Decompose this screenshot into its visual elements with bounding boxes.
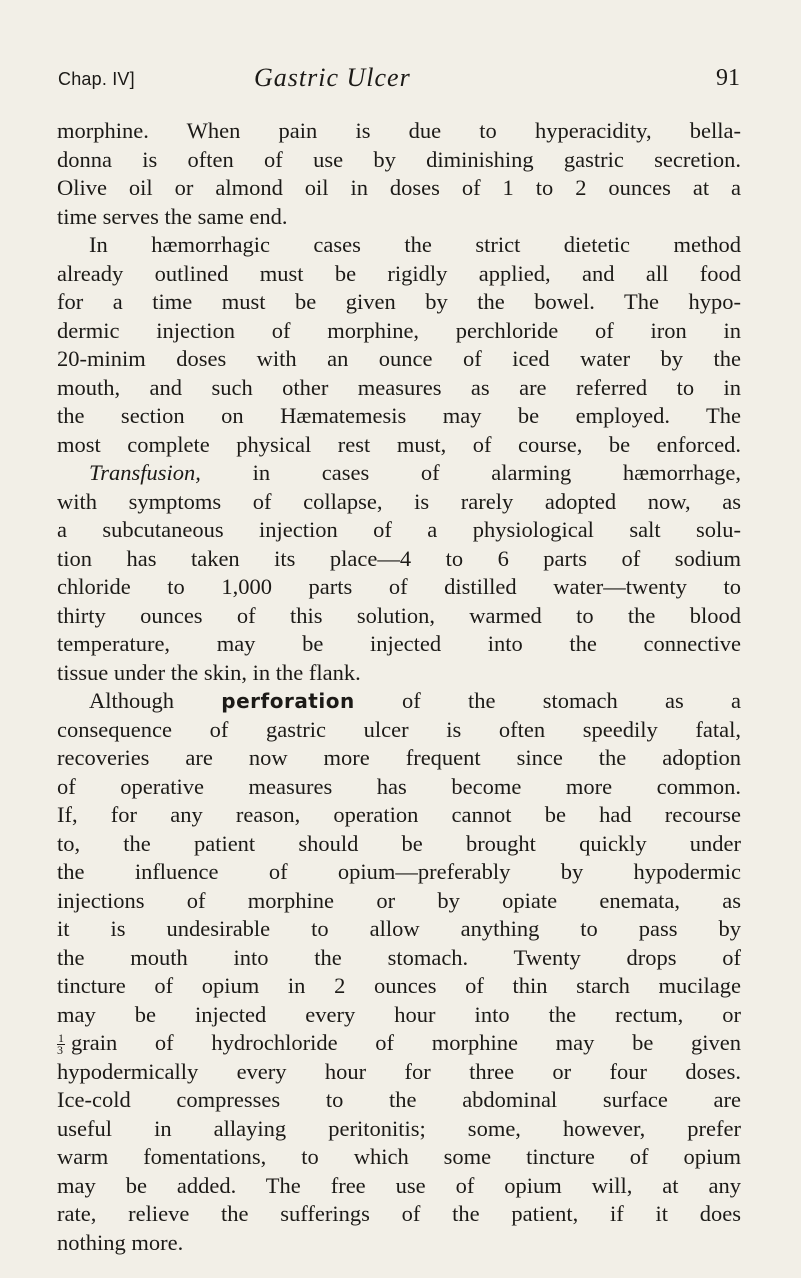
text-line: In hæmorrhagic cases the strict dietetic method bbox=[89, 232, 741, 257]
page-header bbox=[58, 63, 740, 102]
fraction-numerator: 1 bbox=[58, 1031, 64, 1046]
text-line: the section on Hæmatemesis may be employed. The bbox=[57, 403, 741, 428]
text-line: it is undesirable to allow anything to pass by bbox=[57, 916, 741, 941]
text-line: with symptoms of collapse, is rarely adopted now, as bbox=[57, 488, 741, 514]
text-line: 20-minim doses with an ounce of iced water by the bbox=[57, 346, 741, 371]
bold-term-perforation: perforation bbox=[221, 689, 355, 713]
text-line: the influence of opium—preferably by hypodermic bbox=[57, 859, 741, 884]
text-line: most complete physical rest must, of course, be enforced. bbox=[57, 431, 741, 457]
text-line: tion has taken its place—4 to 6 parts of sodium bbox=[57, 545, 741, 571]
line-text: Although bbox=[89, 688, 222, 713]
text-line: morphine. When pain is due to hyperacidity, bella- bbox=[57, 118, 741, 143]
text-line bbox=[57, 687, 741, 716]
text-line: recoveries are now more frequent since the adoption bbox=[57, 745, 741, 770]
text-line: hypodermically every hour for three or four doses. bbox=[57, 1058, 741, 1084]
text-line: to, the patient should be brought quickly under bbox=[57, 830, 741, 856]
fraction-one-third bbox=[57, 1033, 65, 1056]
text-line bbox=[57, 459, 741, 488]
text-line: useful in allaying peritonitis; some, however, prefer bbox=[57, 1115, 741, 1141]
text-line: of operative measures has become more common. bbox=[57, 773, 741, 799]
text-line: mouth, and such other measures as are referred to in bbox=[57, 374, 741, 400]
page-number: 91 bbox=[716, 65, 740, 91]
text-line: already outlined must be rigidly applied, and all food bbox=[57, 260, 741, 286]
text-line: consequence of gastric ulcer is often speedily fatal, bbox=[57, 716, 741, 742]
text-line bbox=[57, 1029, 741, 1058]
text-line: a subcutaneous injection of a physiological salt solu- bbox=[57, 517, 741, 542]
text-line: thirty ounces of this solution, warmed to the blood bbox=[57, 602, 741, 628]
text-line: warm fomentations, to which some tincture of opium bbox=[57, 1144, 741, 1169]
text-line: dermic injection of morphine, perchloride of iron in bbox=[57, 317, 741, 343]
line-text: of the stomach as a bbox=[354, 688, 741, 713]
text-line: time serves the same end. bbox=[57, 203, 288, 229]
line-text: in cases of alarming hæmorrhage, bbox=[200, 460, 741, 485]
text-line: Ice-cold compresses to the abdominal surface are bbox=[57, 1087, 741, 1112]
text-line: the mouth into the stomach. Twenty drops of bbox=[57, 944, 741, 970]
text-line: chloride to 1,000 parts of distilled water—twenty to bbox=[57, 574, 741, 599]
fraction-denominator: 3 bbox=[57, 1043, 63, 1058]
text-line: tissue under the skin, in the flank. bbox=[57, 659, 361, 685]
text-line: Olive oil or almond oil in doses of 1 to 2 ounces at a bbox=[57, 175, 741, 200]
text-line: temperature, may be injected into the connective bbox=[57, 631, 741, 656]
text-line: tincture of opium in 2 ounces of thin starch mucilage bbox=[57, 973, 741, 998]
text-line: injections of morphine or by opiate enemata, as bbox=[57, 887, 741, 913]
line-text: grain of hydrochloride of morphine may be given bbox=[71, 1030, 741, 1055]
text-line: rate, relieve the sufferings of the patient, if it does bbox=[57, 1201, 741, 1226]
text-line: If, for any reason, operation cannot be had recourse bbox=[57, 802, 741, 827]
text-line: donna is often of use by diminishing gastric secretion. bbox=[57, 146, 741, 172]
text-line: nothing more. bbox=[57, 1229, 184, 1255]
body-text bbox=[57, 117, 741, 1257]
italic-term-transfusion: Transfusion, bbox=[89, 460, 201, 485]
text-line: may be injected every hour into the rectum, or bbox=[57, 1001, 741, 1027]
text-line: for a time must be given by the bowel. The hypo- bbox=[57, 289, 741, 314]
chapter-label: Chap. IV] bbox=[58, 69, 135, 89]
running-title: Gastric Ulcer bbox=[254, 63, 411, 92]
text-line: may be added. The free use of opium will, at any bbox=[57, 1172, 741, 1198]
